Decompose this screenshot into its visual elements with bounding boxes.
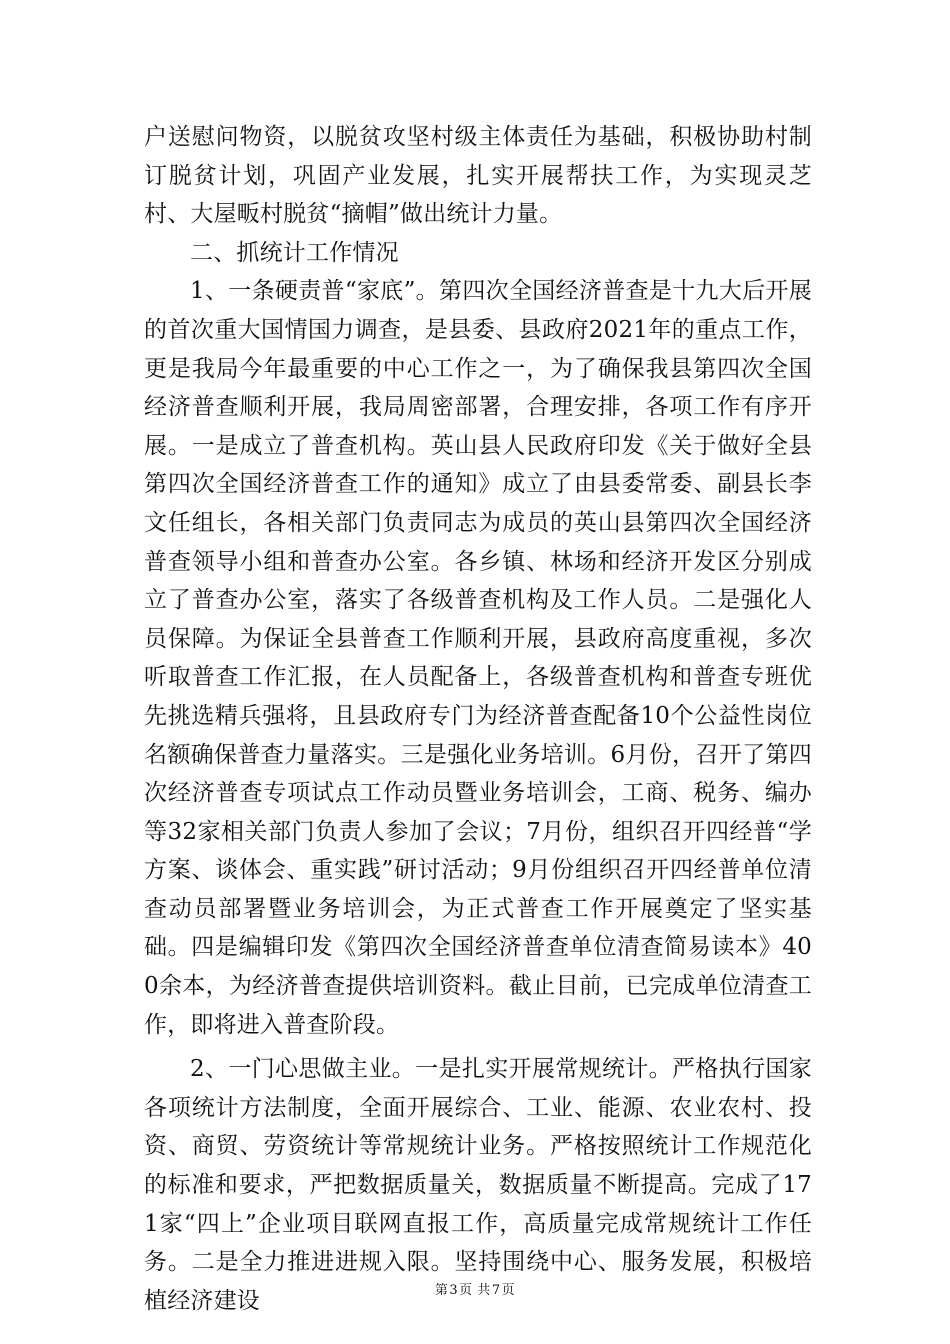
document-body <box>144 118 812 1320</box>
page-footer <box>0 1279 950 1298</box>
footer-suffix: 页 <box>501 1283 516 1298</box>
footer-current-page: 3 <box>449 1283 459 1298</box>
paragraph-census: 1、一条硬责普“家底”。第四次全国经济普查是十九大后开展的首次重大国情国力调查，是县委、县政府2021年的重点工作，更是我局今年最重要的中心工作之一，为了确保我县第四次全国经济普查顺利开展，我局周密部署，合理安排，各项工作有序开展。一是成立了普查机构。英山县人民政府印发《关于做好全县第四次全国经济普查工作的通知》成立了由县委常委、副县长李文任组长，各相关部门负责同志为成员的英山县第四次全国经济普查领导小组和普查办公室。各乡镇、林场和经济开发区分别成立了普查办公室，落实了各级普查机构及工作人员。二是强化人员保障。为保证全县普查工作顺利开展，县政府高度重视，多次听取普查工作汇报，在人员配备上，各级普查机构和普查专班优先挑选精兵强将，且县政府专门为经济普查配备10个公益性岗位名额确保普查力量落实。三是强化业务培训。6月份，召开了第四次经济普查专项试点工作动员暨业务培训会，工商、税务、编办等32家相关部门负责人参加了会议；7月份，组织召开四经普“学方案、谈体会、重实践”研讨活动；9月份组织召开四经普单位清查动员部署暨业务培训会，为正式普查工作开展奠定了坚实基础。四是编辑印发《第四次全国经济普查单位清查简易读本》400余本，为经济普查提供培训资料。截止目前，已完成单位清查工作，即将进入普查阶段。 <box>144 278 812 1038</box>
footer-total-pages: 7 <box>491 1283 501 1298</box>
footer-prefix: 第 <box>434 1283 449 1298</box>
paragraph-main-work: 2、一门心思做主业。一是扎实开展常规统计。严格执行国家各项统计方法制度，全面开展综合、工业、能源、农业农村、投资、商贸、劳资统计等常规统计业务。严格按照统计工作规范化的标准和要求，严把数据质量关，数据质量不断提高。完成了171家“四上”企业项目联网直报工作，高质量完成常规统计工作任务。二是全力推进进规入限。坚持围绕中心、服务发展，积极培植经济建设 <box>144 1056 812 1314</box>
footer-middle: 页 共 <box>459 1283 491 1298</box>
section-heading: 二、抓统计工作情况 <box>190 239 399 266</box>
paragraph-continued: 户送慰问物资，以脱贫攻坚村级主体责任为基础，积极协助村制订脱贫计划，巩固产业发展，扎实开展帮扶工作，为实现灵芝村、大屋畈村脱贫“摘帽”做出统计力量。 <box>144 124 812 228</box>
